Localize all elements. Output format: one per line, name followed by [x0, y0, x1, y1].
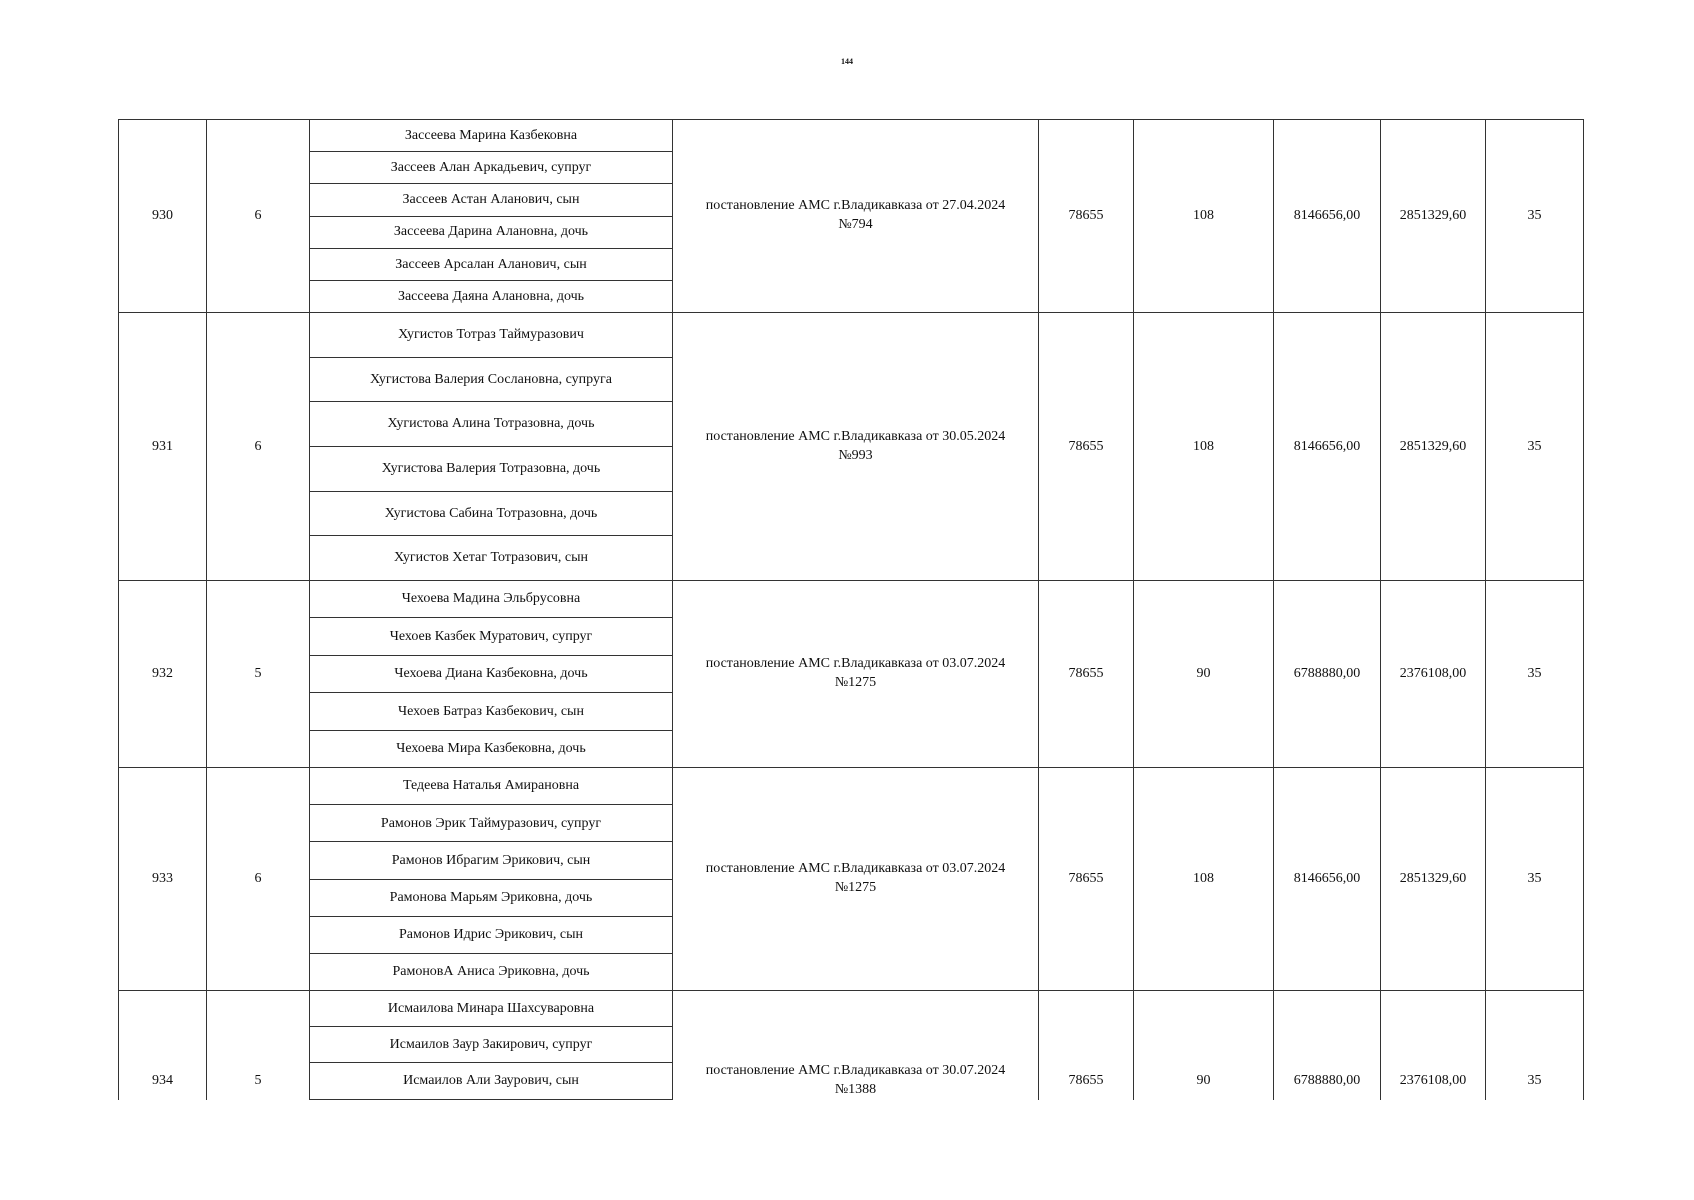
family-member: Чехоев Батраз Казбекович, сын	[310, 693, 672, 730]
family-member: Рамонов Идрис Эрикович, сын	[310, 917, 672, 954]
family-member: Рамонов Эрик Таймуразович, супруг	[310, 805, 672, 842]
decree-number: №794	[838, 217, 873, 232]
area-norm: 108	[1134, 768, 1274, 991]
decree-text: постановление АМС г.Владикавказа от 27.04.2024	[705, 198, 1006, 214]
family-member: Хугистов Тотраз Таймуразович	[310, 313, 672, 358]
family-size: 6	[207, 120, 310, 313]
family-member: Зассеева Марина Казбековна	[310, 120, 672, 152]
decree-reference	[673, 120, 1039, 313]
family-member: Чехоева Мира Казбековна, дочь	[396, 741, 586, 757]
row-number: 930	[119, 120, 207, 313]
decree-number: №1388	[834, 1081, 877, 1097]
table-row	[119, 768, 1584, 991]
decree-number: №993	[838, 447, 873, 463]
subsidy-percent: 35	[1486, 313, 1584, 581]
row-number: 933	[119, 768, 207, 991]
price-per-sqm: 78655	[1039, 120, 1134, 313]
decree-reference	[673, 313, 1039, 581]
family-member: Хугистов Хетаг Тотразович, сын	[394, 550, 588, 566]
family-members	[310, 991, 673, 1100]
family-member: Зассеев Алан Аркадьевич, супруг	[310, 152, 672, 184]
family-member: Чехоев Казбек Муратович, супруг	[310, 618, 672, 655]
page-number: 144	[841, 57, 853, 66]
price-per-sqm: 78655	[1039, 581, 1134, 768]
family-member: Хугистова Сабина Тотразовна, дочь	[310, 492, 672, 537]
total-cost: 8146656,00	[1274, 768, 1381, 991]
subsidy-percent: 35	[1486, 120, 1584, 313]
family-member: Рамонова Марьям Эриковна, дочь	[310, 880, 672, 917]
family-member: Рамонов Ибрагим Эрикович, сын	[310, 842, 672, 879]
subsidy-amount: 2376108,00	[1381, 581, 1486, 768]
price-per-sqm: 78655	[1039, 991, 1134, 1100]
decree-reference	[673, 768, 1039, 991]
family-member: Исмаилова Минара Шахсуваровна	[310, 991, 672, 1027]
table-row	[119, 991, 1584, 1100]
area-norm: 90	[1134, 991, 1274, 1100]
family-member: Исмаилов Заур Закирович, супруг	[310, 1027, 672, 1063]
row-number: 932	[119, 581, 207, 768]
decree-text: постановление АМС г.Владикавказа от 03.07.2024	[705, 861, 1006, 877]
subsidy-amount: 2376108,00	[1381, 991, 1486, 1100]
decree-text: постановление АМС г.Владикавказа от 30.07.2024	[705, 1062, 1006, 1078]
family-size: 5	[207, 991, 310, 1100]
family-member: Хугистова Валерия Тотразовна, дочь	[310, 447, 672, 492]
decree-number: №1275	[834, 880, 877, 895]
table-row	[119, 313, 1584, 581]
row-number: 934	[119, 991, 207, 1100]
family-members	[310, 581, 673, 768]
subsidy-percent: 35	[1486, 768, 1584, 991]
area-norm: 90	[1134, 581, 1274, 768]
family-member: Чехоева Диана Казбековна, дочь	[310, 656, 672, 693]
family-member: Исмаилов Али Заурович, сын	[310, 1063, 672, 1099]
decree-text: постановление АМС г.Владикавказа от 30.05.2024	[705, 428, 1006, 444]
area-norm: 108	[1134, 120, 1274, 313]
family-member: Зассеев Арсалан Аланович, сын	[310, 249, 672, 281]
total-cost: 6788880,00	[1274, 991, 1381, 1100]
total-cost: 8146656,00	[1274, 313, 1381, 581]
subsidy-amount: 2851329,60	[1381, 120, 1486, 313]
family-member: РамоновА Аниса Эриковна, дочь	[392, 964, 590, 980]
subsidy-percent: 35	[1486, 991, 1584, 1100]
table-row	[119, 120, 1584, 313]
total-cost: 8146656,00	[1274, 120, 1381, 313]
decree-reference	[673, 991, 1039, 1100]
family-members	[310, 313, 673, 581]
subsidy-amount: 2851329,60	[1381, 313, 1486, 581]
decree-reference	[673, 581, 1039, 768]
family-member: Хугистова Алина Тотразовна, дочь	[310, 402, 672, 447]
family-member: Чехоева Мадина Эльбрусовна	[310, 581, 672, 618]
table-row	[119, 581, 1584, 768]
subsidy-amount: 2851329,60	[1381, 768, 1486, 991]
family-members	[310, 768, 673, 991]
subsidy-percent: 35	[1486, 581, 1584, 768]
decree-text: постановление АМС г.Владикавказа от 03.07.2024	[705, 656, 1006, 672]
family-member: Тедеева Наталья Амирановна	[310, 768, 672, 805]
decree-number: №1275	[834, 675, 877, 690]
total-cost: 6788880,00	[1274, 581, 1381, 768]
family-member: Зассеева Дарина Алановна, дочь	[310, 217, 672, 249]
family-member: Хугистова Валерия Сослановна, супруга	[310, 358, 672, 403]
price-per-sqm: 78655	[1039, 768, 1134, 991]
family-size: 6	[207, 313, 310, 581]
family-size: 5	[207, 581, 310, 768]
price-per-sqm: 78655	[1039, 313, 1134, 581]
family-member: Зассеева Даяна Алановна, дочь	[397, 288, 585, 304]
area-norm: 108	[1134, 313, 1274, 581]
row-number: 931	[119, 313, 207, 581]
family-member: Зассеев Астан Аланович, сын	[310, 184, 672, 216]
family-size: 6	[207, 768, 310, 991]
family-members	[310, 120, 673, 313]
housing-registry-table	[118, 119, 1584, 1100]
